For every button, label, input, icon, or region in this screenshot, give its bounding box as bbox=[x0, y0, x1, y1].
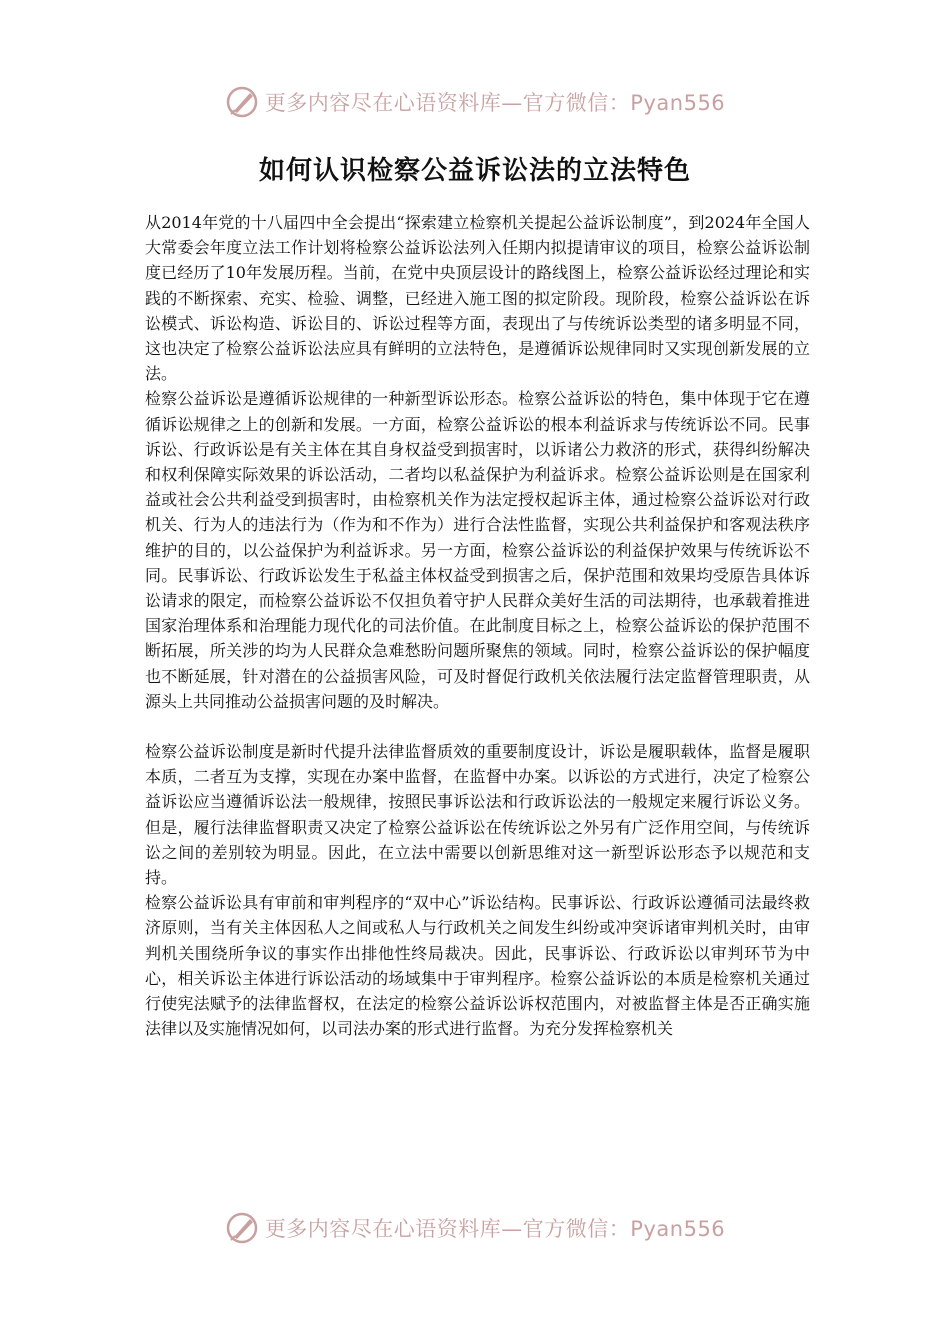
watermark-text: 更多内容尽在心语资料库—官方微信：Pyan556 bbox=[264, 1217, 726, 1241]
header-watermark bbox=[0, 82, 950, 122]
paragraph: 检察公益诉讼具有审前和审判程序的“双中心”诉讼结构。民事诉讼、行政诉讼遵循司法最终救济原则，当有关主体因私人之间或私人与行政机关之间发生纠纷或冲突诉诸审判机关时，由审判机关围绕所争议的事实作出排他性终局裁决。因此，民事诉讼、行政诉讼以审判环节为中心，相关诉讼主体进行诉讼活动的场域集中于审判程序。检察公益诉讼的本质是检察机关通过行使宪法赋予的法律监督权，在法定的检察公益诉讼诉权范围内，对被监督主体是否正确实施法律以及实施情况如何，以司法办案的形式进行监督。为充分发挥检察机关 bbox=[145, 893, 810, 1039]
paragraph: 检察公益诉讼制度是新时代提升法律监督质效的重要制度设计，诉讼是履职载体，监督是履职本质，二者互为支撑，实现在办案中监督，在监督中办案。以诉讼的方式进行，决定了检察公益诉讼应当遵循诉讼法一般规律，按照民事诉讼法和行政诉讼法的一般规定来履行诉讼义务。但是，履行法律监督职责又决定了检察公益诉讼在传统诉讼之外另有广泛作用空间，与传统诉讼之间的差别较为明显。因此，在立法中需要以创新思维对这一新型诉讼形态予以规范和支持。 bbox=[145, 742, 810, 888]
page-title: 如何认识检察公益诉讼法的立法特色 bbox=[258, 156, 691, 186]
pen-logo-icon bbox=[225, 85, 259, 119]
paragraph: 从2014年党的十八届四中全会提出“探索建立检察机关提起公益诉讼制度”，到2024年全国人大常委会年度立法工作计划将检察公益诉讼法列入任期内拟提请审议的项目，检察公益诉讼制度已经历了10年发展历程。当前，在党中央顶层设计的路线图上，检察公益诉讼经过理论和实践的不断探索、充实、检验、调整，已经进入施工图的拟定阶段。现阶段，检察公益诉讼在诉讼模式、诉讼构造、诉讼目的、诉讼过程等方面，表现出了与传统诉讼类型的诸多明显不同，这也决定了检察公益诉讼法应具有鲜明的立法特色，是遵循诉讼规律同时又实现创新发展的立法。 bbox=[145, 213, 810, 384]
paragraph: 检察公益诉讼是遵循诉讼规律的一种新型诉讼形态。检察公益诉讼的特色，集中体现于它在遵循诉讼规律之上的创新和发展。一方面，检察公益诉讼的根本利益诉求与传统诉讼不同。民事诉讼、行政诉讼是有关主体在其自身权益受到损害时，以诉诸公力救济的形式，获得纠纷解决和权利保障实际效果的诉讼活动，二者均以私益保护为利益诉求。检察公益诉讼则是在国家利益或社会公共利益受到损害时，由检察机关作为法定授权起诉主体，通过检察公益诉讼对行政机关、行为人的违法行为（作为和不作为）进行合法性监督，实现公共利益保护和客观法秩序维护的目的，以公益保护为利益诉求。另一方面，检察公益诉讼的利益保护效果与传统诉讼不同。民事诉讼、行政诉讼发生于私益主体权益受到损害之后，保护范围和效果均受原告具体诉讼请求的限定，而检察公益诉讼不仅担负着守护人民群众美好生活的司法期待，也承载着推进国家治理体系和治理能力现代化的司法价值。在此制度目标之上，检察公益诉讼的保护范围不断拓展，所关涉的均为人民群众急难愁盼问题所聚焦的领域。同时，检察公益诉讼的保护幅度也不断延展，针对潜在的公益损害风险，可及时督促行政机关依法履行法定监督管理职责，从源头上共同推动公益损害问题的及时解决。 bbox=[145, 389, 810, 711]
watermark-text: 更多内容尽在心语资料库—官方微信：Pyan556 bbox=[264, 91, 726, 115]
article-body bbox=[145, 210, 810, 1042]
pen-logo-icon bbox=[225, 1211, 259, 1245]
footer-watermark bbox=[0, 1208, 950, 1248]
